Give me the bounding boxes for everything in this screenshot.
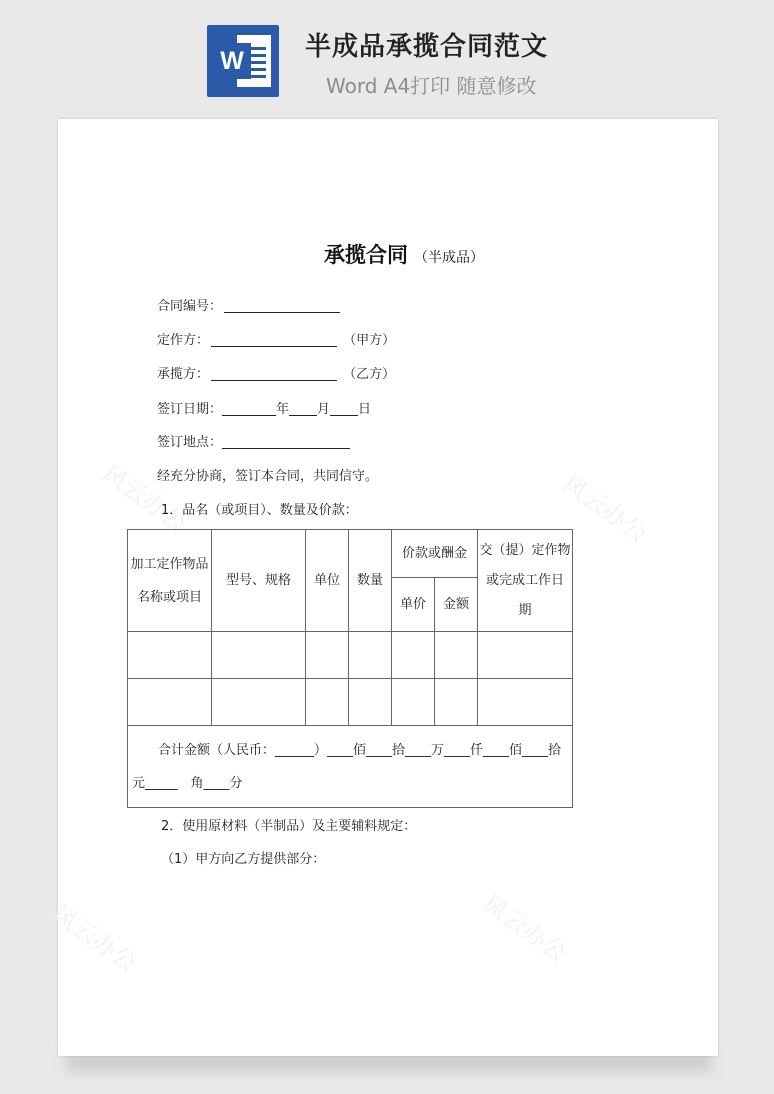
section-2-heading: 2．使用原材料（半制品）及主要辅料规定： — [161, 819, 417, 834]
orderer-line: 定作方： （甲方） — [157, 333, 396, 348]
section-1-heading: 1．品名（或项目）、数量及价款： — [161, 503, 358, 518]
col-header-amount: 金额 — [435, 578, 478, 632]
col-header-quantity: 数量 — [349, 530, 392, 632]
header-title: 半成品承揽合同范文 — [305, 32, 549, 62]
section-2-1-heading: （1）甲方向乙方提供部分： — [161, 852, 326, 867]
sign-place-line: 签订地点： — [157, 431, 350, 450]
header-subtitle: Word A4打印 随意修改 — [326, 74, 537, 98]
col-header-delivery-date: 交（提）定作物 或完成工作日 期 — [478, 530, 573, 632]
col-header-unit: 单位 — [306, 530, 349, 632]
total-amount-line-2: 元_____ 角____分 — [132, 775, 243, 791]
contractor-line: 承揽方： （乙方） — [157, 367, 396, 382]
watermark: 风云办公 — [97, 459, 192, 538]
col-header-price-group: 价款或酬金 — [392, 530, 478, 578]
word-icon — [207, 25, 279, 97]
watermark: 风云办公 — [557, 469, 652, 548]
document-page — [47, 119, 718, 1056]
page-header — [0, 0, 774, 110]
table-row — [128, 632, 573, 679]
watermark: 风云办公 — [477, 889, 572, 968]
items-table — [127, 529, 573, 808]
document-title: 承揽合同 （半成品） — [324, 243, 484, 267]
col-header-model: 型号、规格 — [212, 530, 306, 632]
intro-text: 经充分协商，签订本合同，共同信守。 — [157, 469, 379, 484]
total-amount-line-1: 合计金额（人民币：______）____佰____拾____万____仟____佰____拾 — [158, 742, 562, 758]
col-header-item-name: 加工定作物品 名称或项目 — [128, 530, 212, 632]
watermark: 风云办公 — [47, 899, 142, 978]
col-header-unit-price: 单价 — [392, 578, 435, 632]
contract-number-line: 合同编号： — [157, 295, 340, 314]
word-letter: W — [213, 43, 251, 79]
sign-date-line: 签订日期： 年 月 日 — [157, 402, 372, 417]
total-row — [128, 726, 573, 808]
table-row — [128, 679, 573, 726]
